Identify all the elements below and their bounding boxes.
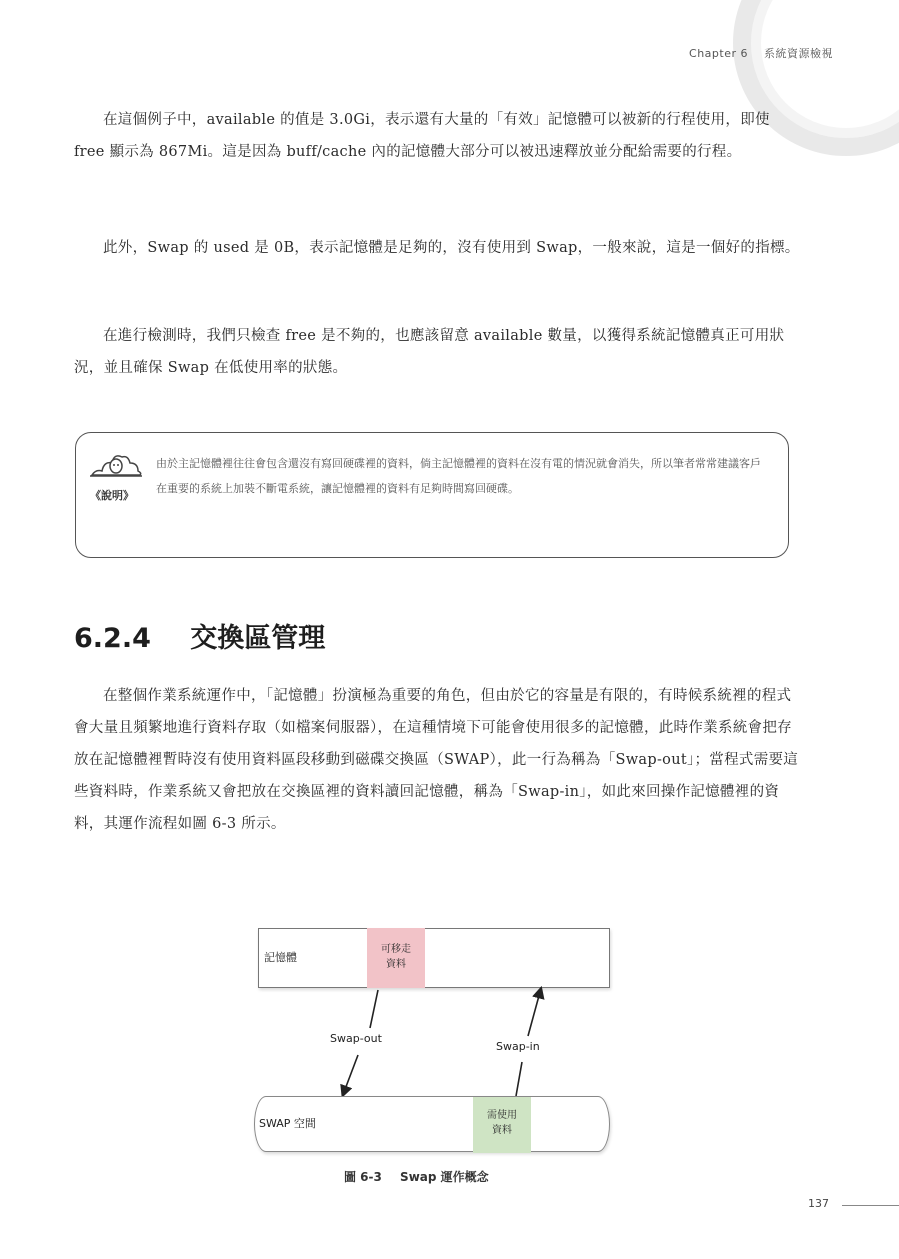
note-text: 由於主記憶體裡往往會包含還沒有寫回硬碟裡的資料，倘主記憶體裡的資料在沒有電的情況就會消失，所以筆者常常建議客戶在重要的系統上加裝不斷電系統，讓記憶體裡的資料有足夠時間寫回硬碟。 — [156, 457, 761, 495]
paragraph-checking: 在進行檢測時，我們只檢查 free 是不夠的，也應該留意 available 數量，以獲得系統記憶體真正可用狀況，並且確保 Swap 在低使用率的狀態。 — [74, 328, 785, 376]
note-label: 《說明》 — [90, 489, 134, 502]
figure-caption — [344, 1168, 489, 1185]
swap-in-arrow-upper — [528, 992, 540, 1036]
page-number: 137 — [808, 1197, 829, 1210]
needed-data-line2: 資料 — [492, 1125, 512, 1136]
paragraph-swap-used: 此外，Swap 的 used 是 0B，表示記憶體是足夠的，沒有使用到 Swap，一般來說，這是一個好的指標。 — [103, 240, 800, 256]
memory-label: 記憶體 — [264, 951, 297, 964]
swap-out-arrow-lower — [344, 1055, 358, 1092]
swap-diagram — [240, 920, 630, 1160]
section-number: 6.2.4 — [74, 623, 151, 654]
section-heading — [74, 616, 325, 655]
chapter-title: 系統資源檢視 — [764, 47, 833, 60]
swap-out-arrow-upper — [370, 990, 378, 1028]
movable-data-line1: 可移走 — [381, 944, 411, 955]
note-icon — [88, 449, 144, 479]
swap-in-label: Swap-in — [496, 1040, 540, 1053]
swap-out-label: Swap-out — [330, 1032, 382, 1045]
running-header — [689, 45, 833, 61]
paragraph-swap-intro: 在整個作業系統運作中，「記憶體」扮演極為重要的角色，但由於它的容量是有限的，有時候系統裡的程式會大量且頻繁地進行資料存取（如檔案伺服器），在這種情境下可能會使用很多的記憶體，此時作業系統會把存放在記憶體裡暫時沒有使用資料區段移動到磁碟交換區（SWAP），此一行為稱為「Swap-out」；當程式需要這些資料時，作業系統又會把放在交換區裡的資料讀回記憶體，稱為「Swap-in」，如此來回操作記憶體裡的資料，其運作流程如圖 6-3 所示。 — [74, 688, 799, 832]
section-title: 交換區管理 — [190, 623, 326, 654]
swap-space-label: SWAP 空間 — [259, 1117, 316, 1130]
movable-data-line2: 資料 — [386, 959, 406, 970]
needed-data-line1: 需使用 — [487, 1110, 517, 1121]
note-box — [75, 432, 789, 558]
figure-caption-text: Swap 運作概念 — [400, 1170, 489, 1184]
paragraph-available: 在這個例子中，available 的值是 3.0Gi，表示還有大量的「有效」記憶體可以被新的行程使用，即使 free 顯示為 867Mi。這是因為 buff/cache 內的記憶體大部分可以被迅速釋放並分配給需要的行程。 — [74, 112, 770, 160]
needed-data-block — [473, 1097, 531, 1153]
figure-number: 圖 6-3 — [344, 1170, 382, 1184]
chapter-label: Chapter 6 — [689, 47, 748, 60]
swap-in-arrow-lower — [516, 1062, 522, 1096]
page-number-rule — [842, 1205, 899, 1206]
swap-space-box — [254, 1096, 610, 1152]
